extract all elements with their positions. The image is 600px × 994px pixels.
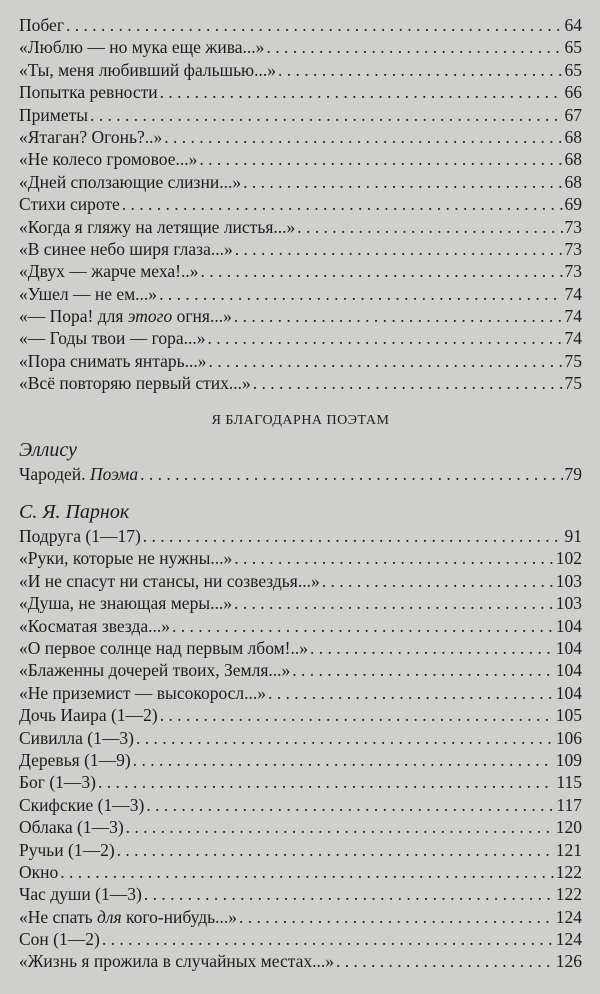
leader-dots: [122, 193, 563, 215]
toc-entry: [19, 525, 582, 547]
entry-page: 103: [555, 593, 582, 614]
entry-title: Бог (1—3): [19, 772, 97, 793]
toc-entry: [19, 216, 582, 238]
leader-dots: [268, 682, 554, 704]
entry-title: «Двух — жарче меха!..»: [19, 261, 199, 282]
toc-entry: [19, 771, 582, 793]
leader-dots: [234, 305, 563, 327]
entry-page: 73: [564, 238, 582, 259]
entry-page: 104: [555, 637, 582, 658]
entry-title: Подруга (1—17): [19, 526, 141, 547]
toc-entry: [19, 59, 582, 81]
toc-entry: [19, 126, 582, 148]
entry-title: «Душа, не знающая меры...»: [19, 593, 232, 614]
toc-entry: [19, 794, 582, 816]
entry-page: 91: [564, 526, 582, 547]
leader-dots: [234, 547, 553, 569]
entry-page: 106: [555, 727, 582, 748]
leader-dots: [235, 238, 563, 260]
leader-dots: [253, 372, 563, 394]
toc-entry: [19, 104, 582, 126]
entry-page: 69: [564, 194, 582, 215]
leader-dots: [133, 749, 554, 771]
leader-dots: [208, 350, 562, 372]
leader-dots: [278, 59, 562, 81]
entry-page: 104: [555, 660, 582, 681]
entry-page: 105: [555, 705, 582, 726]
entry-page: 73: [564, 261, 582, 282]
toc-entry: [19, 14, 582, 36]
leader-dots: [310, 637, 554, 659]
entry-page: 74: [564, 306, 582, 327]
toc-entry: [19, 570, 582, 592]
entry-title: «Пора снимать янтарь...»: [19, 350, 207, 371]
leader-dots: [160, 81, 563, 103]
toc-entry: [19, 659, 582, 681]
entry-page: 120: [555, 817, 582, 838]
leader-dots: [160, 704, 554, 726]
toc-group-1: [19, 14, 582, 395]
entry-title: «Не приземист — высокоросл...»: [19, 682, 267, 703]
entry-page: 65: [564, 37, 582, 58]
leader-dots: [322, 570, 554, 592]
entry-page: 79: [564, 463, 582, 484]
leader-dots: [143, 525, 563, 547]
entry-page: 74: [564, 328, 582, 349]
leader-dots: [336, 950, 554, 972]
toc-entry: [19, 704, 582, 726]
leader-dots: [199, 148, 562, 170]
entry-title: «Косматая звезда...»: [19, 615, 171, 636]
entry-title: Скифские (1—3): [19, 794, 145, 815]
leader-dots: [234, 592, 554, 614]
toc-entry: [19, 260, 582, 282]
entry-title: «Не колесо громовое...»: [19, 149, 198, 170]
entry-page: 126: [555, 951, 582, 972]
leader-dots: [159, 283, 562, 305]
leader-dots: [98, 771, 554, 793]
entry-page: 124: [555, 929, 582, 950]
toc-group-2: [19, 525, 582, 973]
toc-entry: [19, 350, 582, 372]
entry-title: «— Годы твои — гора...»: [19, 328, 206, 349]
toc-entry: [19, 928, 582, 950]
entry-page: 75: [564, 350, 582, 371]
entry-page: 65: [564, 59, 582, 80]
toc-entry: [19, 193, 582, 215]
entry-title: Ручьи (1—2): [19, 839, 115, 860]
toc-entry: [19, 238, 582, 260]
entry-page: 66: [564, 82, 582, 103]
leader-dots: [297, 216, 562, 238]
leader-dots: [102, 928, 554, 950]
toc-entry: [19, 592, 582, 614]
leader-dots: [200, 260, 562, 282]
entry-title: «Ты, меня любивший фальшью...»: [19, 59, 277, 80]
toc-entry: [19, 81, 582, 103]
entry-title: «Люблю — но мука еще жива...»: [19, 37, 265, 58]
entry-title: Час души (1—3): [19, 884, 142, 905]
entry-title: «Жизнь я прожила в случайных местах...»: [19, 951, 334, 972]
author-heading-parnok: С. Я. Парнок: [19, 501, 130, 524]
toc-entry: [19, 615, 582, 637]
entry-title: «Когда я гляжу на летящие листья...»: [19, 216, 296, 237]
section-title: Я БЛАГОДАРНА ПОЭТАМ: [211, 412, 390, 428]
entry-page: 68: [564, 171, 582, 192]
entry-page: 64: [564, 15, 582, 35]
leader-dots: [146, 794, 554, 816]
toc-entry: [19, 816, 582, 838]
entry-title: Сивилла (1—3): [19, 727, 134, 748]
toc-entry: [19, 372, 582, 394]
entry-page: 103: [555, 570, 582, 591]
toc-entry: [19, 950, 582, 972]
toc-entry: [19, 36, 582, 58]
entry-page: 104: [555, 615, 582, 636]
toc-entry: [19, 171, 582, 193]
author-heading-ellis: Эллису: [19, 438, 78, 461]
toc-entry: [19, 682, 582, 704]
entry-page: 115: [556, 772, 582, 793]
leader-dots: [90, 104, 562, 126]
leader-dots: [117, 839, 554, 861]
entry-page: 75: [564, 373, 582, 394]
entry-page: 102: [555, 548, 582, 569]
entry-title: Приметы: [19, 104, 89, 125]
entry-page: 109: [555, 749, 582, 770]
leader-dots: [172, 615, 554, 637]
entry-page: 68: [564, 126, 582, 147]
toc-entry: [19, 148, 582, 170]
entry-title: «В синее небо ширя глаза...»: [19, 238, 233, 259]
leader-dots: [243, 171, 562, 193]
leader-dots: [266, 36, 562, 58]
leader-dots: [140, 463, 562, 485]
toc-entry: [19, 305, 582, 327]
entry-title: «Дней сползающие слизни...»: [19, 171, 242, 192]
entry-title: «И не спасут ни стансы, ни созвездья...»: [19, 570, 320, 591]
entry-page: 104: [555, 682, 582, 703]
toc-entry: [19, 883, 582, 905]
entry-title: «Руки, которые не нужны...»: [19, 548, 233, 569]
leader-dots: [66, 14, 562, 36]
leader-dots: [292, 659, 553, 681]
toc-entry: [19, 749, 582, 771]
entry-title: Чародей. Поэма: [19, 463, 139, 484]
entry-page: 117: [556, 794, 582, 815]
entry-page: 68: [564, 149, 582, 170]
toc-entry: [19, 839, 582, 861]
entry-page: 122: [555, 861, 582, 882]
entry-title: Окно: [19, 861, 59, 882]
leader-dots: [60, 861, 553, 883]
entry-title: Облака (1—3): [19, 817, 124, 838]
entry-title: «— Пора! для этого огня...»: [19, 306, 232, 327]
leader-dots: [239, 906, 554, 928]
entry-title: «Ятаган? Огонь?..»: [19, 126, 163, 147]
entry-page: 73: [564, 216, 582, 237]
entry-title: Стихи сироте: [19, 194, 120, 215]
entry-title: Деревья (1—9): [19, 749, 131, 770]
entry-page: 121: [555, 839, 582, 860]
entry-title: Сон (1—2): [19, 929, 100, 950]
toc-entry: [19, 906, 582, 928]
entry-page: 67: [564, 104, 582, 125]
entry-title: «Всё повторяю первый стих...»: [19, 373, 251, 394]
leader-dots: [126, 816, 554, 838]
leader-dots: [208, 327, 563, 349]
toc-entry: [19, 861, 582, 883]
entry-page: 74: [564, 283, 582, 304]
leader-dots: [164, 126, 562, 148]
entry-page: 122: [555, 884, 582, 905]
entry-page: 124: [555, 906, 582, 927]
leader-dots: [136, 727, 554, 749]
leader-dots: [144, 883, 554, 905]
entry-title: «О первое солнце над первым лбом!..»: [19, 637, 309, 658]
toc-entry: [19, 547, 582, 569]
entry-title: «Блаженны дочерей твоих, Земля...»: [19, 660, 291, 681]
toc-entry: [19, 327, 582, 349]
entry-title: «Не спать для кого-нибудь...»: [19, 906, 238, 927]
toc-entry: [19, 727, 582, 749]
toc-entry: [19, 283, 582, 305]
toc-entry: [19, 463, 582, 485]
entry-title: Попытка ревности: [19, 82, 158, 103]
entry-title: «Ушел — не ем...»: [19, 283, 158, 304]
entry-title: Дочь Иаира (1—2): [19, 705, 158, 726]
toc-entry: [19, 637, 582, 659]
entry-title: Побег: [19, 15, 65, 35]
